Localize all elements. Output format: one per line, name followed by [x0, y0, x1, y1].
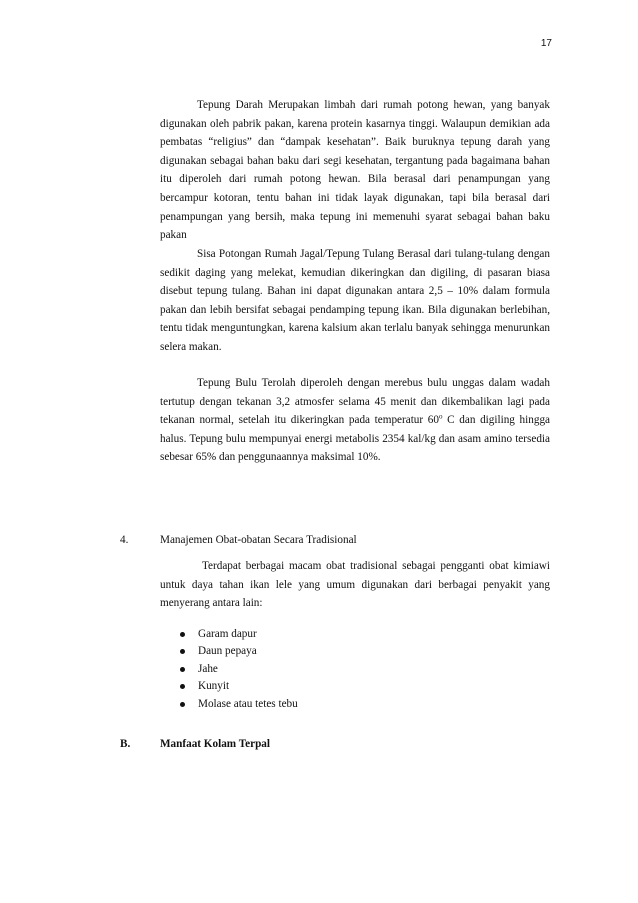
section-b-title: Manfaat Kolam Terpal [160, 738, 271, 750]
paragraph-tepung-bulu-part-1: Tepung Bulu Terolah diperoleh dengan merebus bulu unggas dalam wadah tertutup dengan tekanan 3,2 atmosfer selama 45 menit dan dikembalikan lagi pada tekanan normal, setelah itu dikeringkan pada temperatur 60 [160, 377, 550, 427]
list-item [178, 626, 298, 643]
bullet-icon [180, 702, 185, 707]
section-4-title: Manajemen Obat-obatan Secara Tradisional [160, 534, 357, 546]
bullet-icon [180, 649, 185, 654]
list-item-label: Garam dapur [198, 628, 257, 640]
paragraph-tepung-bulu [160, 374, 550, 467]
list-item [178, 661, 298, 678]
section-b-number: B. [120, 738, 131, 750]
paragraph-sisa-potongan: Sisa Potongan Rumah Jagal/Tepung Tulang Berasal dari tulang-tulang dengan sedikit daging yang melekat, kemudian dikeringkan dan digiling, di pasaran biasa disebut tepung tulang. Bahan ini dapat digunakan antara 2,5 – 10% dalam formula pakan dan lebih bersifat sebagai pendamping tepung ikan. Bila digunakan berlebihan, tentu tidak menguntungkan, karena kalsium akan terlalu banyak sehingga menurunkan selera makan. [160, 248, 550, 353]
paragraph-obat-tradisional: Terdapat berbagai macam obat tradisional sebagai pengganti obat kimiawi untuk daya tahan ikan lele yang umum digunakan dari berbagai penyakit yang menyerang antara lain: [160, 560, 550, 610]
list-item-label: Jahe [198, 662, 218, 675]
bullet-icon [180, 684, 185, 689]
bullet-icon [180, 632, 185, 637]
section-4-number: 4. [120, 534, 129, 546]
bullet-icon [180, 667, 185, 672]
list-item [178, 696, 298, 713]
list-item [178, 643, 298, 660]
list-item-label: Daun pepaya [198, 645, 257, 658]
list-item [178, 678, 298, 695]
list-item-label: Kunyit [198, 680, 230, 693]
remedy-list [178, 626, 298, 713]
page-number: 17 [540, 38, 552, 49]
list-item-label: Molase atau tetes tebu [198, 697, 298, 710]
degree-superscript: o [438, 412, 443, 421]
paragraph-tepung-darah: Tepung Darah Merupakan limbah dari rumah potong hewan, yang banyak digunakan oleh pabrik pakan, karena protein kasarnya tinggi. Walaupun demikian ada pembatas “religius” dan “dampak kesehatan”. Baik buruknya tepung darah yang digunakan sebagai bahan baku dari segi kesehatan, tergantung pada bagaimana bahan itu diperoleh dari rumah potong hewan. Bila berasal dari penampungan yang bercampur kotoran, tentu bahan ini tidak layak digunakan, tapi bila berasal dari penampungan yang bersih, maka tepung ini memenuhi syarat sebagai bahan baku pakan [160, 99, 550, 242]
paragraph-tepung-bulu-part-2: C dan digiling hingga halus. Tepung bulu mempunyai energi metabolis 2354 kal/kg dan asam amino tersedia sebesar 65% dan penggunaannya maksimal 10%. [160, 414, 551, 464]
